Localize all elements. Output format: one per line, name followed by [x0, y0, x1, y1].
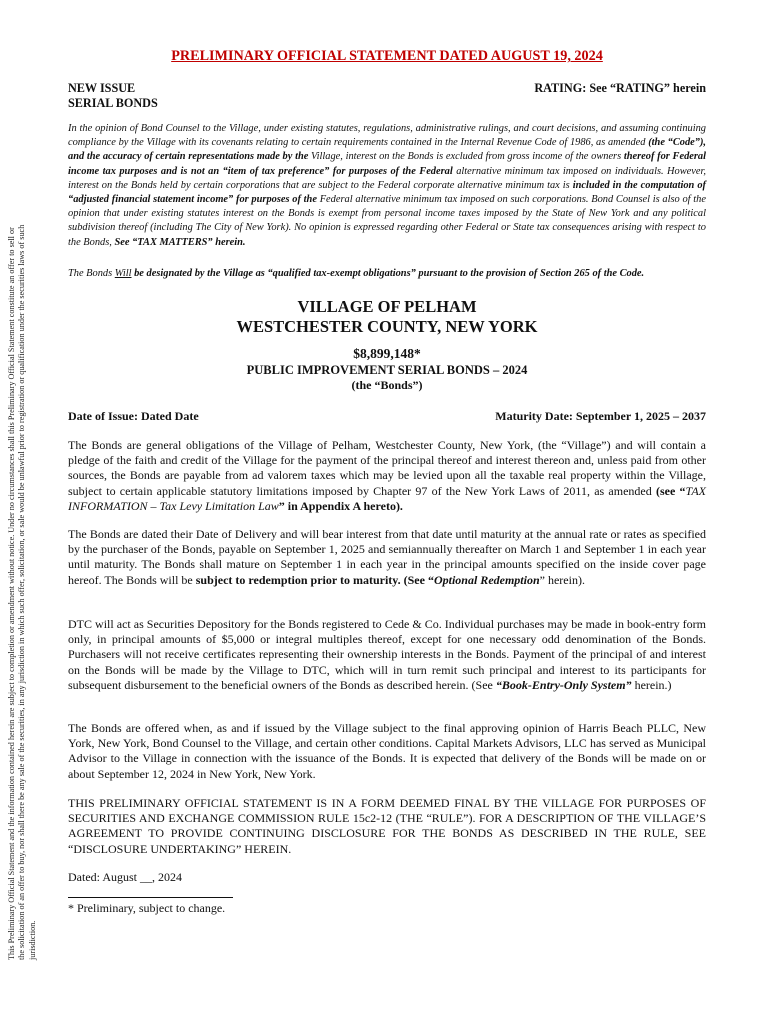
p2-text: The Bonds are dated their Date of Delivery and will bear interest from that date until maturity at the annual rate or rates as specified by the purchaser of the Bonds, payable on September 1, 2025 and semiannually thereafter on March 1 and September 1 in each year until maturity. The Bonds shall mature on September 1 in each year in the principal amounts specified on the inside cover page hereof. The Bonds will be	[68, 527, 706, 587]
date-of-issue: Date of Issue: Dated Date	[68, 409, 199, 423]
opinion-bold-2: thereof for Federal income tax purposes and is not an “item of tax preference” for purposes of the Federal	[68, 151, 707, 177]
disclaimer-line-3: jurisdiction.	[27, 920, 37, 960]
opinion-text-3: alternative minimum tax imposed on individuals. However, interest on the Bonds held by certain corporations that are subject to the Federal corporate alternative minimum tax is	[68, 165, 706, 191]
issuer-name: VILLAGE OF PELHAM	[297, 297, 477, 316]
preliminary-disclaimer-margin-note	[7, 10, 38, 960]
opinion-bold-3: included in the computation of “adjusted financial statement income” for purposes of the	[68, 179, 706, 206]
designation-will: Will	[114, 268, 132, 279]
serial-bonds-label: SERIAL BONDS	[68, 96, 158, 110]
p2-ref-bold: subject to redemption prior to maturity. (See “	[195, 572, 434, 587]
bond-amount: $8,899,148*	[353, 346, 421, 361]
footnote-preliminary: * Preliminary, subject to change.	[68, 901, 226, 915]
issuer-county: WESTCHESTER COUNTY, NEW YORK	[236, 317, 538, 336]
footnote-divider	[68, 897, 233, 898]
p3-ref-italic: “Book-Entry-Only System”	[495, 677, 632, 692]
designation-text-2: be designated by the Village as “qualified tax-exempt obligations” pursuant to the provision of Section 265 of the Code.	[131, 268, 645, 279]
rating-label: RATING: See “RATING” herein	[534, 81, 706, 95]
opinion-text-1: In the opinion of Bond Counsel to the Village, under existing statutes, regulations, administrative rulings, and court decisions, and assuming continuing compliance by the Village with its covenants relating to certain requirements contained in the Internal Revenue Code of 1986, as amended	[68, 123, 706, 149]
designation-text-1: The Bonds	[68, 268, 115, 279]
paragraph-offering: The Bonds are offered when, as and if issued by the Village subject to the final approving opinion of Harris Beach PLLC, New York, New York, Bond Counsel to the Village, and certain other conditions. Capital Markets Advisors, LLC has served as Municipal Advisor to the Village in connection with the issuance of the Bonds. It is expected that delivery of the Bonds will be made on or about September 12, 2024 in New York, New York.	[68, 721, 706, 781]
dated-line: Dated: August __, 2024	[68, 870, 182, 884]
p1-ref-open: (see “	[655, 483, 686, 498]
paragraph-dtc	[68, 617, 706, 693]
opinion-text-4: Federal alternative minimum tax imposed on such corporations. Bond Counsel is also of the opinion that under existing statutes interest on the Bonds is exempt from personal income taxes imposed by the State of New York and any political subdivision thereof (including The City of New York). No opinion is expressed regarding other Federal or State tax consequences arising with respect to the Bonds,	[68, 194, 706, 248]
p1-ref-close: ” in Appendix A hereto).	[278, 498, 403, 513]
document-title: PRELIMINARY OFFICIAL STATEMENT DATED AUGUST 19, 2024	[171, 48, 603, 64]
p2-ref-end: ” herein).	[539, 572, 585, 587]
p1-ref-italic: TAX INFORMATION – Tax Levy Limitation Law	[68, 483, 706, 513]
tax-exempt-designation	[68, 268, 706, 279]
bond-counsel-opinion	[68, 122, 706, 250]
p2-ref-italic: Optional Redemption	[433, 572, 540, 587]
opinion-bold-1: (the “Code”), and the accuracy of certain representations made by the	[68, 137, 707, 163]
paragraph-disclosure-notice: THIS PRELIMINARY OFFICIAL STATEMENT IS IN A FORM DEEMED FINAL BY THE VILLAGE FOR PURPOSES OF SECURITIES AND EXCHANGE COMMISSION RULE 15c2-12 (THE “RULE”). FOR A DESCRIPTION OF THE VILLAGE’S AGREEMENT TO PROVIDE CONTINUING DISCLOSURE FOR THE BONDS AS DESCRIBED IN THE RULE, SEE “DISCLOSURE UNDERTAKING” HEREIN.	[68, 796, 706, 856]
p3-text: DTC will act as Securities Depository for the Bonds registered to Cede & Co. Individual purchases may be made in book-entry form only, in principal amounts of $5,000 or integral multiples thereof, except for one necessary odd denomination of the Bonds. Purchasers will not receive certificates representing their ownership interests in the Bonds. Payment of the principal of and interest on the Bonds will be made by the Village to DTC, which will in turn remit such principal and interest to its participants for subsequent disbursement to the beneficial owners of the Bonds as described herein. (See	[68, 617, 706, 692]
p1-text: The Bonds are general obligations of the Village of Pelham, Westchester County, New York, (the “Village”) and will contain a pledge of the faith and credit of the Village for the payment of the principal thereof and interest thereon and, unless paid from other sources, the Bonds are payable from ad valorem taxes which may be levied upon all the taxable real property within the Village, subject to certain applicable statutory limitations imposed by Chapter 97 of the New York Laws of 2011, as amended	[68, 438, 706, 498]
disclaimer-line-2: the solicitation of an offer to buy, nor shall there be any sale of the securities, in any jurisdiction in which such offer, solicitation, or sale would be unlawful prior to registration or qualification under the securities laws of such	[17, 224, 27, 960]
disclaimer-line-1: This Preliminary Official Statement and the information contained herein are subject to completion or amendment without notice. Under no circumstances shall this Preliminary Official Statement constitute an offer to sell or	[7, 227, 16, 960]
paragraph-general-obligations	[68, 438, 706, 514]
bonds-short-name: (the “Bonds”)	[351, 378, 423, 392]
opinion-text-2: Village, interest on the Bonds is excluded from gross income of the owners	[308, 151, 624, 163]
new-issue-label: NEW ISSUE	[68, 81, 136, 95]
p3-ref-end: herein.)	[631, 677, 672, 692]
maturity-date: Maturity Date: September 1, 2025 – 2037	[495, 409, 706, 423]
paragraph-interest-maturity	[68, 527, 706, 588]
opinion-bold-4: See “TAX MATTERS” herein.	[114, 236, 246, 248]
bonds-title: PUBLIC IMPROVEMENT SERIAL BONDS – 2024	[246, 363, 528, 377]
